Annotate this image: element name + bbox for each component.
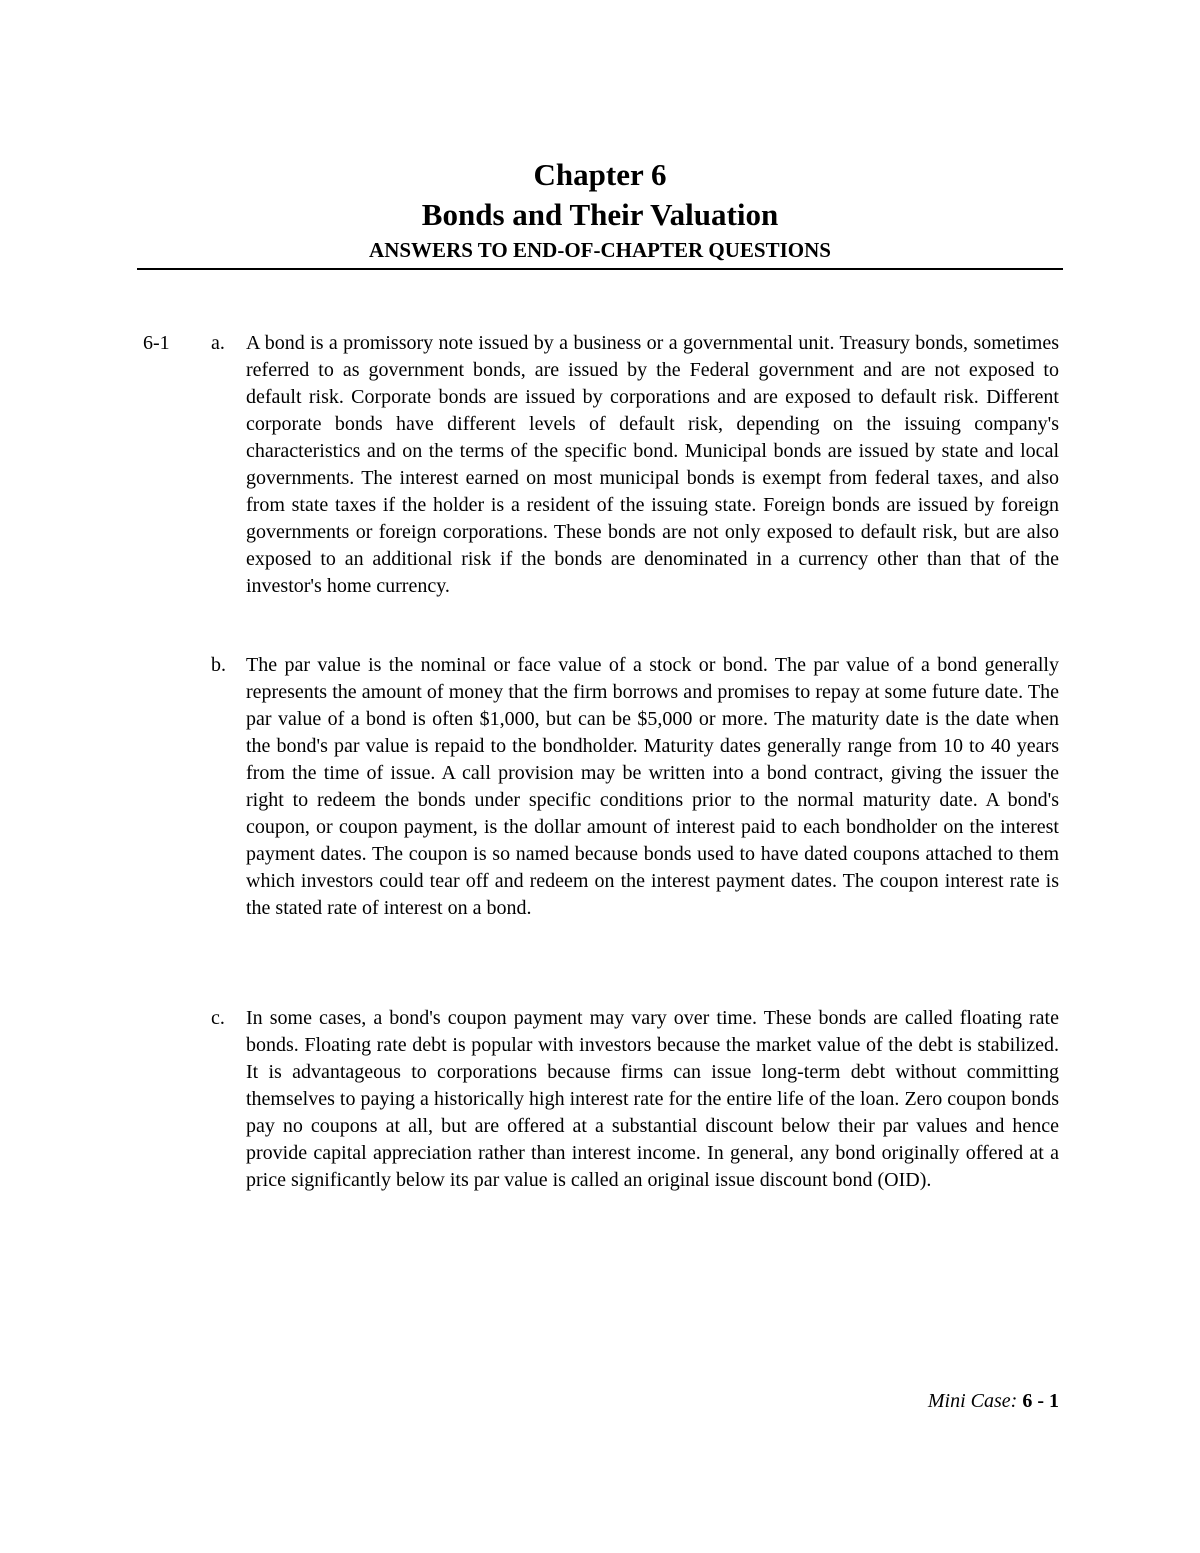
- page-number: 6 - 1: [1022, 1390, 1059, 1412]
- footer-label: Mini Case:: [927, 1390, 1018, 1412]
- section-heading: ANSWERS TO END-OF-CHAPTER QUESTIONS: [369, 238, 831, 262]
- question-number: 6-1: [143, 332, 170, 354]
- answer-item-c: [211, 1005, 1059, 1194]
- header-divider: [137, 268, 1063, 270]
- item-text: The par value is the nominal or face value of a stock or bond. The par value of a bond generally represents the amount of money that the firm borrows and promises to repay at some future date. The par value of a bond is often $1,000, but can be $5,000 or more. The maturity date is the date when the bond's par value is repaid to the bondholder. Maturity dates generally range from 10 to 40 years from the time of issue. A call provision may be written into a bond contract, giving the issuer the right to redeem the bonds under specific conditions prior to the normal maturity date. A bond's coupon, or coupon payment, is the dollar amount of interest paid to each bondholder on the interest payment dates. The coupon is so named because bonds used to have dated coupons attached to them which investors could tear off and redeem on the interest payment dates. The coupon interest rate is the stated rate of interest on a bond.: [246, 654, 1059, 919]
- item-label: b.: [211, 654, 226, 676]
- chapter-header: [137, 155, 1063, 265]
- answer-item-b: [211, 652, 1059, 922]
- chapter-title: Bonds and Their Valuation: [421, 197, 779, 232]
- item-label: a.: [211, 332, 225, 354]
- answer-item-a: [211, 330, 1059, 600]
- item-label: c.: [211, 1007, 225, 1029]
- chapter-number: Chapter 6: [533, 157, 667, 192]
- item-text: In some cases, a bond's coupon payment may vary over time. These bonds are called floating rate bonds. Floating rate debt is popular with investors because the market value of the debt is stabilized. It is advantageous to corporations because firms can issue long-term debt without committing themselves to paying a historically high interest rate for the entire life of the loan. Zero coupon bonds pay no coupons at all, but are offered at a substantial discount below their par values and hence provide capital appreciation rather than interest income. In general, any bond originally offered at a price significantly below its par value is called an original issue discount bond (OID).: [246, 1007, 1059, 1191]
- page-footer: [928, 1388, 1059, 1415]
- item-text: A bond is a promissory note issued by a business or a governmental unit. Treasury bonds, sometimes referred to as government bonds, are issued by the Federal government and are not exposed to default risk. Corporate bonds are issued by corporations and are exposed to default risk. Different corporate bonds have different levels of default risk, depending on the issuing company's characteristics and on the terms of the specific bond. Municipal bonds are issued by state and local governments. The interest earned on most municipal bonds is exempt from federal taxes, and also from state taxes if the holder is a resident of the issuing state. Foreign bonds are issued by foreign governments or foreign corporations. These bonds are not only exposed to default risk, but are also exposed to an additional risk if the bonds are denominated in a currency other than that of the investor's home currency.: [246, 332, 1059, 597]
